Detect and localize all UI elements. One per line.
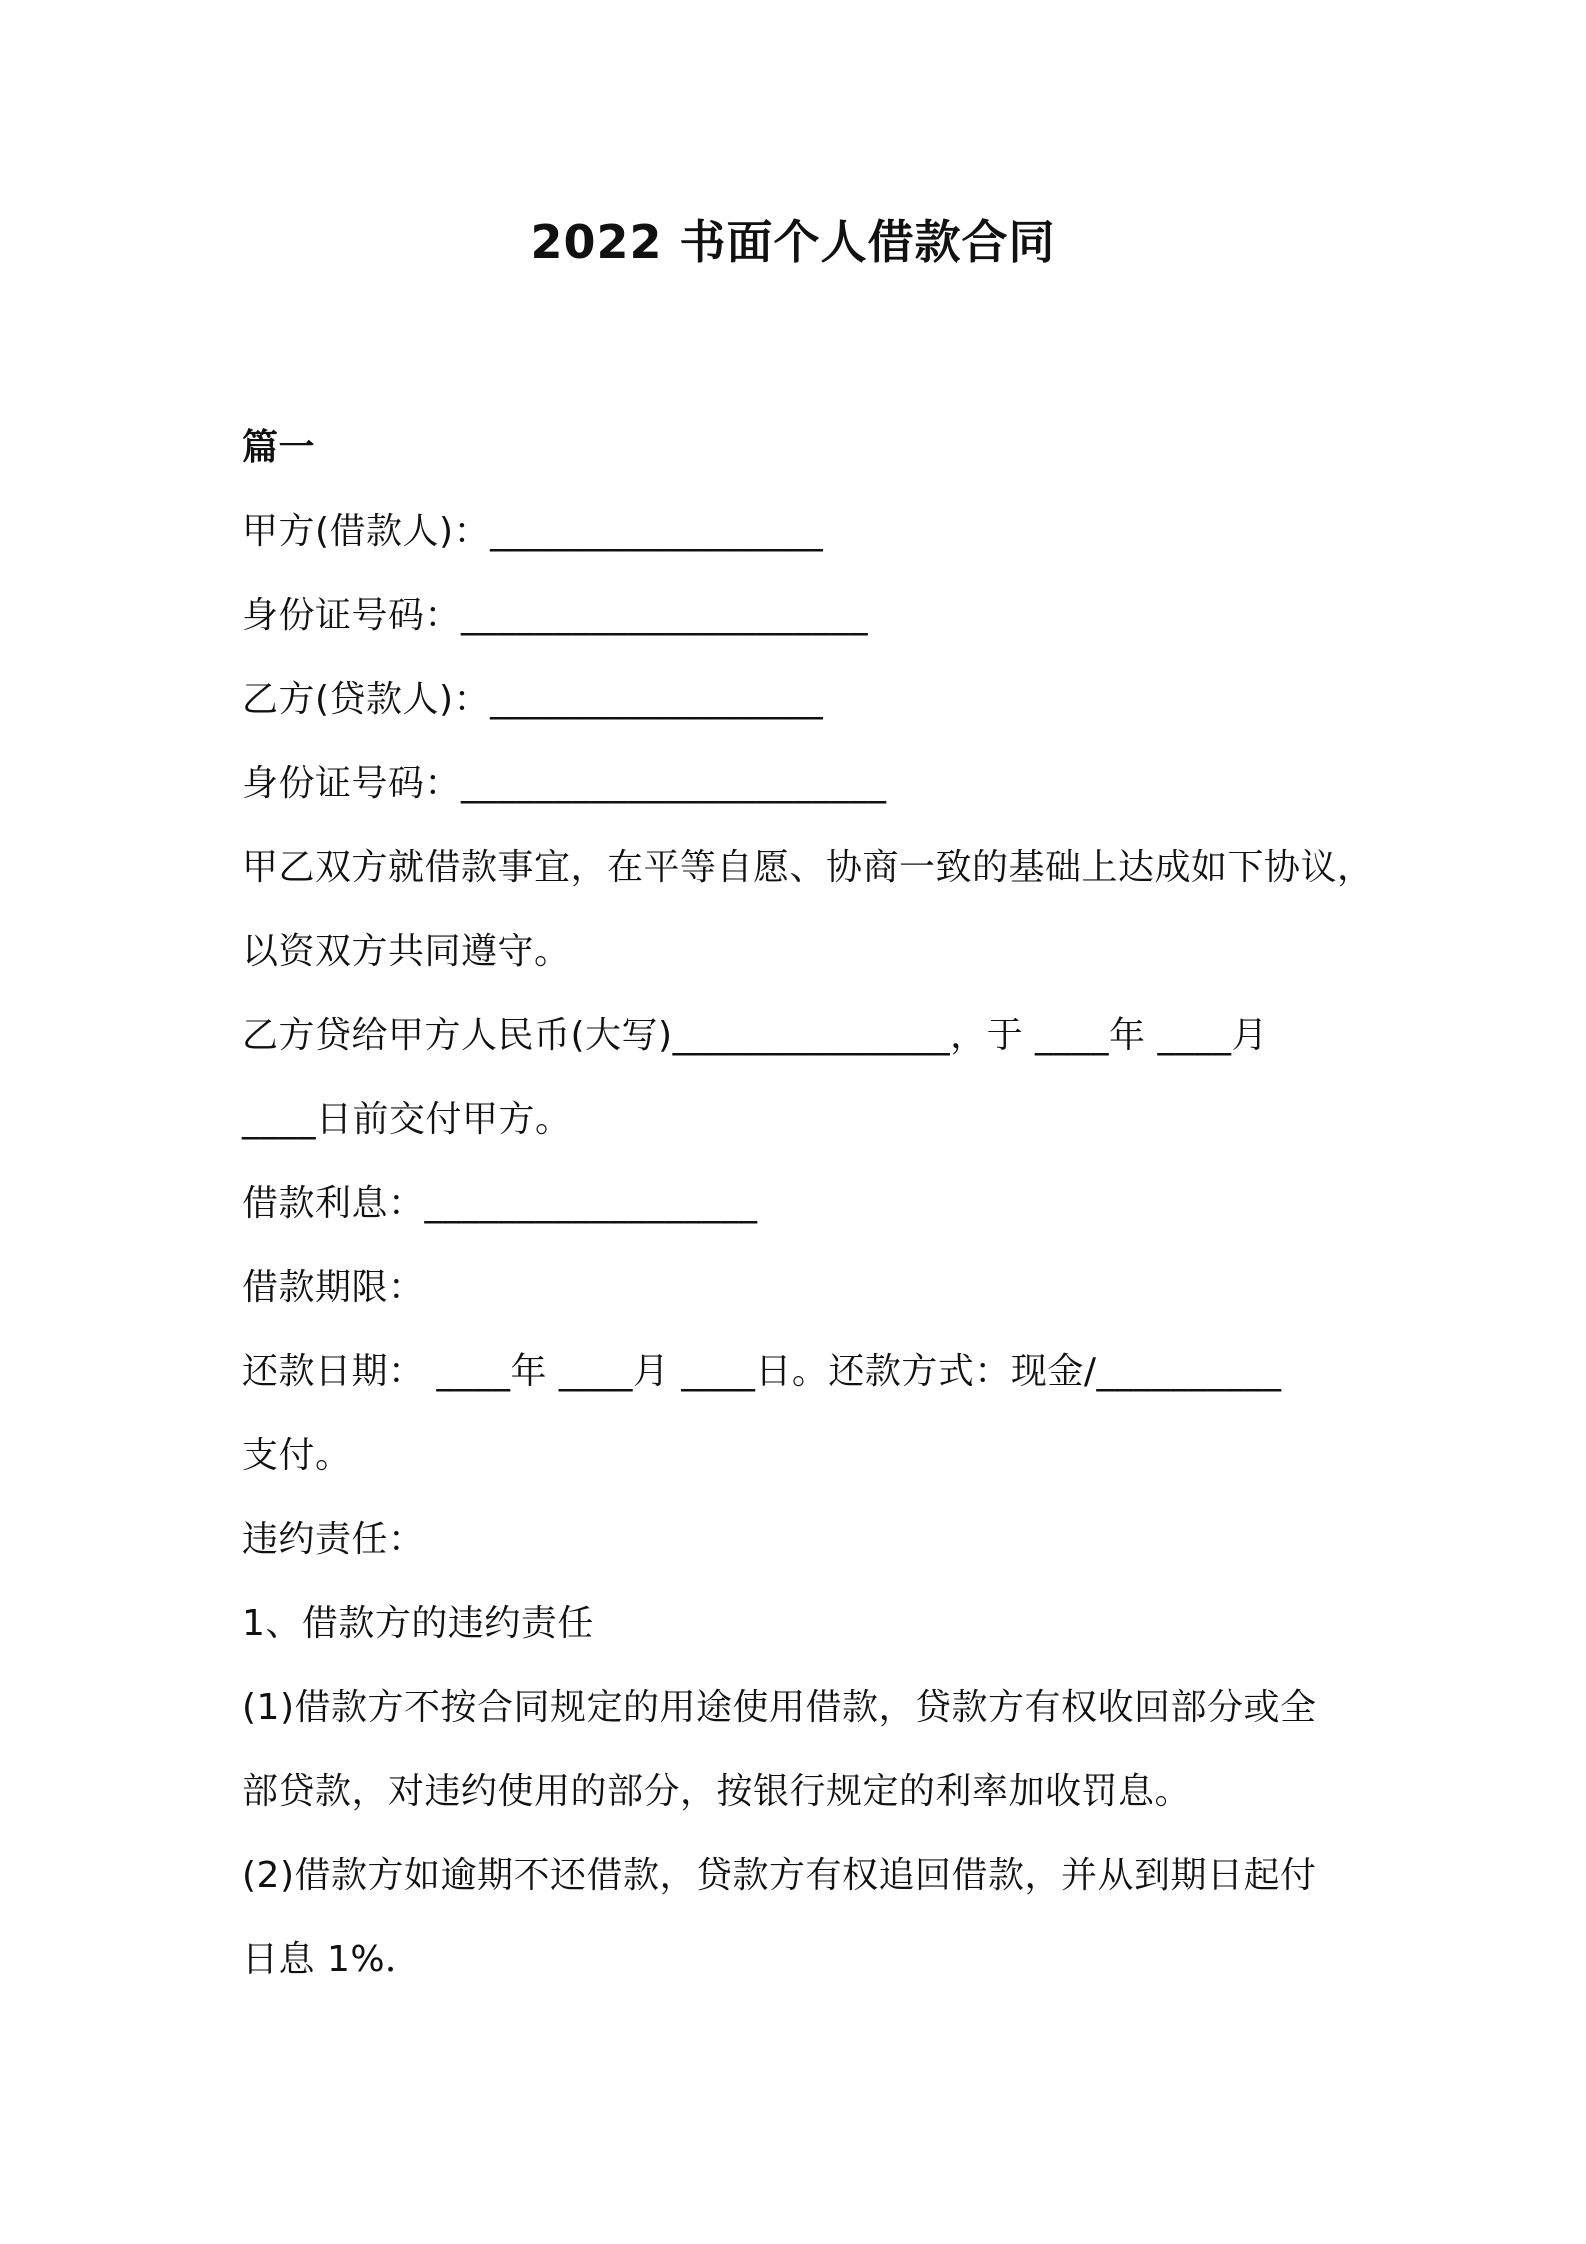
borrower-id-field: 身份证号码：______________________	[242, 595, 869, 636]
document-body	[242, 406, 1374, 2002]
loan-term-field: 借款期限：	[242, 1267, 425, 1308]
lender-id-field: 身份证号码：_______________________	[242, 763, 887, 804]
liability-heading: 违约责任：	[242, 1519, 425, 1560]
agreement-intro-line-1: 甲乙双方就借款事宜，在平等自愿、协商一致的基础上达成如下协议，	[242, 847, 1374, 888]
repayment-line-1: 还款日期： ____年 ____月 ____日。还款方式：现金/__________	[242, 1351, 1282, 1392]
clause-2-line-1: (2)借款方如逾期不还借款，贷款方有权追回借款，并从到期日起付	[242, 1855, 1317, 1896]
clause-1-line-2: 部贷款，对违约使用的部分，按银行规定的利率加收罚息。	[242, 1771, 1192, 1812]
clause-2-line-2: 日息 1%．	[242, 1939, 422, 1980]
borrower-liability-heading: 1、借款方的违约责任	[242, 1603, 594, 1644]
repayment-line-2: 支付。	[242, 1435, 352, 1476]
borrower-field: 甲方(借款人)：__________________	[242, 511, 824, 552]
clause-1-line-1: (1)借款方不按合同规定的用途使用借款，贷款方有权收回部分或全	[242, 1687, 1317, 1728]
section-heading: 篇一	[242, 427, 316, 468]
lender-field: 乙方(贷款人)：__________________	[242, 679, 824, 720]
loan-interest-field: 借款利息：__________________	[242, 1183, 758, 1224]
document-title: 2022 书面个人借款合同	[530, 215, 1056, 269]
loan-amount-line-2: ____日前交付甲方。	[242, 1099, 572, 1140]
loan-amount-line-1: 乙方贷给甲方人民币(大写)_______________，于 ____年 ____月	[242, 1015, 1268, 1056]
agreement-intro-line-2: 以资双方共同遵守。	[242, 931, 571, 972]
